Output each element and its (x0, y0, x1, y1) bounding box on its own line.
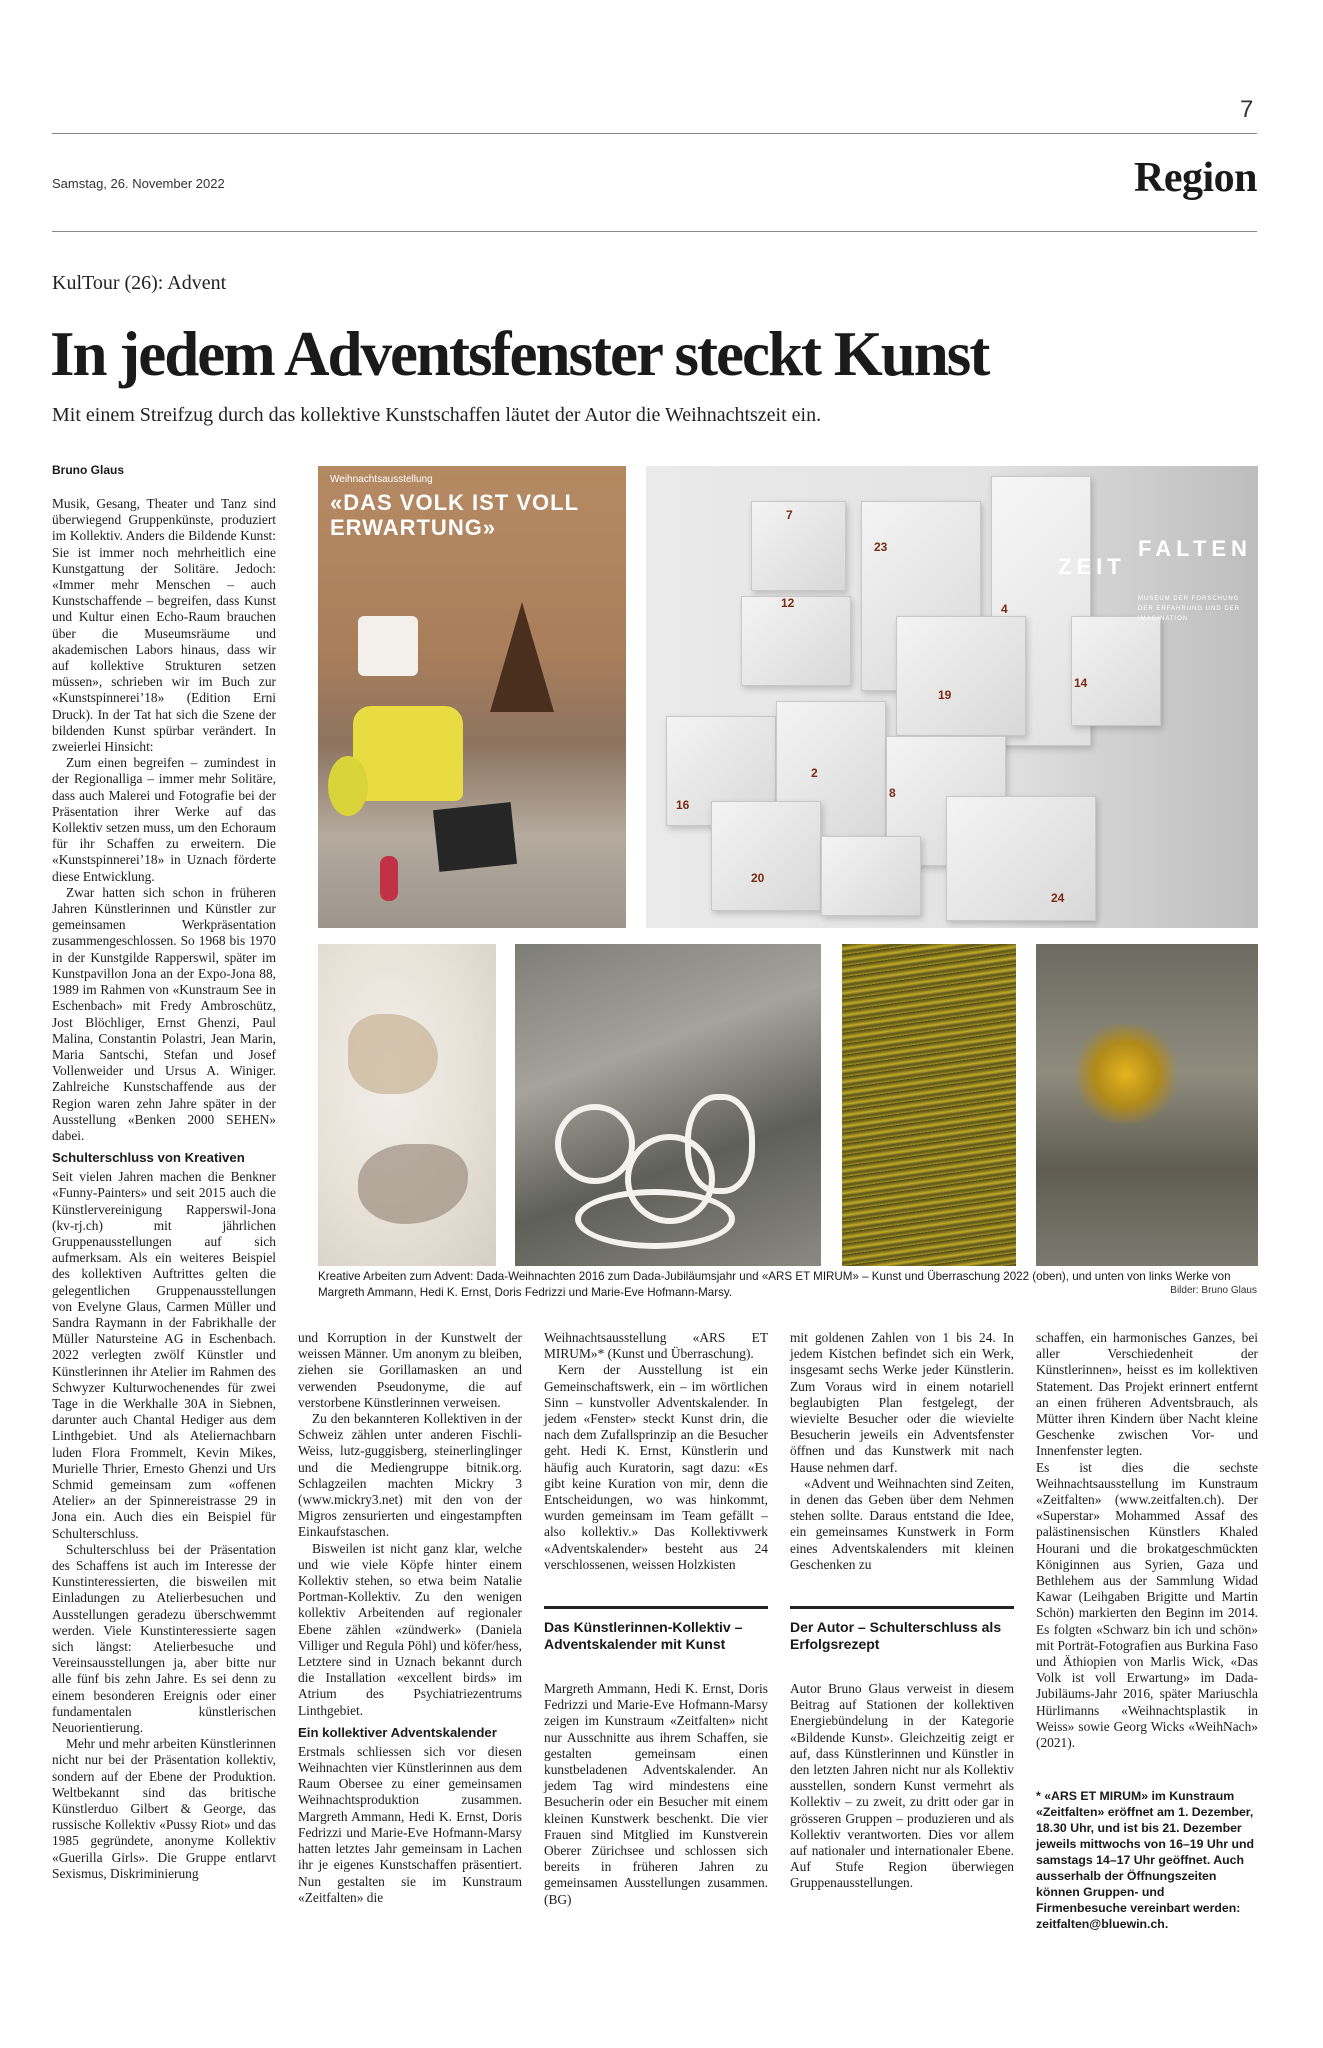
column-5 (1036, 1330, 1258, 1751)
golden-glow-shape (1076, 1024, 1176, 1124)
lead: Mit einem Streifzug durch das kollektive Kunstschaffen läutet der Autor die Weihnachtszeit ein. (52, 404, 822, 426)
paragraph: mit goldenen Zahlen von 1 bis 24. In jedem Kistchen befindet sich ein Werk, insgesamt sechs Werke jeder Künstlerin. Zum Voraus wird in einem notariell beglaubigten Plan festgelegt, der wievielte Besucher oder die wievielte Besucherin jeweils ein Adventsfenster öffnen und das Kunstwerk mit nach Hause nehmen darf. (790, 1330, 1014, 1475)
event-info: * «ARS ET MIRUM» im Kunstraum «Zeitfalten» eröffnet am 1. Dezember, 18.30 Uhr, und ist bis 21. Dezember jeweils mittwochs von 16–19 Uhr und samstags 14–17 Uhr geöffnet. Auch ausserhalb der Öffnungszeiten können Gruppen- und Firmenbesuche vereinbart werden: zeitfalten@bluewin.ch. (1036, 1789, 1254, 1931)
paragraph: Schulterschluss bei der Präsentation des Schaffens ist auch im Interesse der Kunstinteressierten, die bisweilen mit Einladungen zu Atelierbesuchen und Ausstellungen geradezu überschwemmt werden. Viele Kunstinteressierte sagen sich längst: Atelierbesuche und Vereinsausstellungen ja, aber bitte nur alle fünf bis zehn Jahre. Es sei denn zu einem besonderen Ereignis oder einer fundamentalen künstlerischen Neuorientierung. (52, 1541, 276, 1736)
artwork-fedrizzi-image (842, 944, 1016, 1266)
header-rule-top (52, 133, 1257, 134)
shirt-shape (358, 616, 418, 676)
calendar-number: 8 (889, 786, 896, 800)
calendar-number: 12 (781, 596, 795, 610)
info-box-text: Autor Bruno Glaus verweist in diesem Beitrag auf Stationen der kollektiven Energiebündelung in der Kategorie «Bildende Kunst». Gleichzeitig zeigt er auf, dass Künstlerinnen und Künstler in den letzten Jahren nicht nur als Kollektiv ausstellen, sondern Kunst vermehrt als Kollektiv – zu zweit, zu dritt oder gar in grösseren Gruppen – produzieren und als Kollektiv verantworten. Dies vor allem auf nationaler und internationaler Ebene. Auf Stufe Region überwiegen Gruppenausstellungen. (790, 1681, 1014, 1891)
paragraph: Weihnachtsausstellung «ARS ET MIRUM»* (Kunst und Überraschung). (544, 1330, 768, 1362)
section-title: Region (1134, 155, 1257, 201)
info-box-text: Margreth Ammann, Hedi K. Ernst, Doris Fedrizzi und Marie-Eve Hofmann-Marsy zeigen im Kunstraum «Zeitfalten» nicht nur Ausschnitte aus ihrem Schaffen, sie gestalten gemeinsam einen kunstbeladenen Adventskalender. An jedem Tag wird mindestens eine Besucherin oder ein Besucher mit einem kleinen Kunstwerk beschenkt. Die vier Frauen sind Mitglied im Kunstverein Oberer Zürichsee und schlossen sich bereits in früheren Jahren zu gemeinsamen Ausstellungen zusammen. (BG) (544, 1681, 768, 1907)
zeit-title: ZEIT (1058, 554, 1126, 579)
subheading: Ein kollektiver Adventskalender (298, 1724, 497, 1740)
calendar-number: 19 (938, 688, 952, 702)
cube (1071, 616, 1161, 726)
paragraph: Zu den bekannteren Kollektiven in der Schweiz zählen unter anderen Fischli-Weiss, lutz-guggisberg, steinerlinglinger und die Mediengruppe bitnik.org. Schlagzeilen machten Mickry 3 (www.mickry3.net) mit den von der Migros zensurierten und eingestampften Einkaufstaschen. (298, 1411, 522, 1540)
paragraph: und Korruption in der Kunstwelt der weissen Männer. Um anonym zu bleiben, ziehen sie Gorillamasken an und verwenden Pseudonyme, die auf verstorbene Künstlerinnen verweisen. (298, 1330, 522, 1410)
figure-shape (380, 856, 398, 901)
artwork-ammann-image (318, 944, 496, 1266)
artwork-hofmann-marsy-image (1036, 944, 1258, 1266)
cube (751, 501, 846, 591)
column-3 (544, 1330, 768, 1573)
zeitfalten-advent-calendar-image (646, 466, 1258, 928)
column-1 (52, 496, 276, 1882)
paragraph: Mehr und mehr arbeiten Künstlerinnen nicht nur bei der Präsentation kollektiv, sondern auf der Ebene der Produktion. Weltbekannt sind das britische Künstlerduo Gilbert & George, das russische Kollektiv «Pussy Riot» und das 1985 gegründete, anonyme Kollektiv «Guerilla Girls». Die Gruppe entlarvt Sexismus, Diskriminierung (52, 1736, 276, 1881)
calendar-number: 20 (751, 871, 765, 885)
headline: In jedem Adventsfenster steckt Kunst (50, 319, 989, 389)
info-box-title: Das Künstlerinnen-Kollektiv – Adventskalender mit Kunst (544, 1619, 743, 1652)
calendar-number: 24 (1051, 891, 1065, 905)
calendar-number: 7 (786, 508, 793, 522)
subheading: Schulterschluss von Kreativen (52, 1150, 245, 1166)
kicker: KulTour (26): Advent (52, 272, 227, 294)
yellow-object-shape (328, 756, 368, 816)
sign-shape (433, 802, 517, 872)
paragraph: Es ist dies die sechste Weihnachtsausstellung im Kunstraum «Zeitfalten» (www.zeitfalten.ch). Der «Superstar» Mohammed Assaf des palästinensischen Künstlers Khaled Hourani und die brokatgeschmückten Königinnen aus Syrien, Gaza und Bethlehem aus der Sammlung Widad Kawar (Leihgaben Brigitte und Martin Schön) markierten den Beginn im 2014. Es folgten «Schwarz bin ich und schön» mit Porträt-Fotografien aus Burkina Faso und Äthiopien von Marlis Wick, «Das Volk ist voll Erwartung» im Dada-Jubiläums-Jahr 2016, später Mariuschla Hürlimanns «Weihnachtsplastik in Weiss» sowie Georg Wicks «WeihNach» (2021). (1036, 1459, 1258, 1751)
cube (896, 616, 1026, 736)
author: Bruno Glaus (52, 463, 125, 477)
paragraph: Zum einen begreifen – zumindest in der Regionalliga – immer mehr Solitäre, dass auch Malerei und Fotografie bei der Präsentation ihrer Werke auf das Kollektiv setzen muss, um den Echoraum für ihr Schaffen zu erweitern. Die «Kunstspinnerei’18» in Uznach förderte diese Entwicklung. (52, 755, 276, 884)
tree-shape (490, 602, 554, 712)
zeitfalten-subtitle: MUSEUM DER FORSCHUNG DER ERFAHRUNG UND DER IMAGINATION (1138, 596, 1241, 622)
paragraph: Zwar hatten sich schon in früheren Jahren Künstlerinnen und Künstler zur gemeinsamen Werkpräsentation zusammengeschlossen. So 1968 bis 1970 in der Kunstgilde Rapperswil, später im Kunstpavillon Jona an der Expo-Jona 88, 1989 im Rahmen von «Kunstraum See in Eschenbach» mit Fredy Ambroschütz, Jost Blöchliger, Ernst Ghenzi, Paul Malina, Constantin Polastri, Jean Marin, Maria Santschi, Stefan und Josef Vollenweider und Ursus A. Winiger. Zahlreiche Kunstschaffende aus der Region waren zehn Jahre später in der Ausstellung «Benken 2000 SEHEN» dabei. (52, 884, 276, 1143)
paragraph: Kern der Ausstellung ist ein Gemeinschaftswerk, ein – im wörtlichen Sinn – kunstvoller Adventskalender. In jedem «Fenster» steckt Kunst drin, die nach dem Zufallsprinzip an die Besucher geht. Hedi K. Ernst, Künstlerin und häufig auch Kuratorin, sagt dazu: «Es gibt keine Kuration von mir, denn die Entscheidungen, wo was hinkommt, wurden gemeinsam im Team gefällt – also kollektiv.» Das Kollektivwerk «Adventskalender» besteht aus 24 verschlossenen, weissen Holzkisten (544, 1362, 768, 1572)
info-box-kollektiv (544, 1606, 768, 2032)
stain-shape (348, 1014, 438, 1094)
paragraph: Musik, Gesang, Theater und Tanz sind überwiegend Gruppenkünste, produziert im Kollektiv. Anders die Bildende Kunst: Sie ist immer noch mehrheitlich eine Kunstgattung der Solitäre. Jedoch: «Immer mehr Menschen – auch Kunstschaffende – begreifen, dass Kunst und Kultur einen Echo-Raum brauchen über die Museumsräume und akademischen Labors hinaus, dass wir auf kollektive Strukturen setzen müssen», schrieben wir im Buch zur «Kunstspinnerei’18» (Edition Erni Druck). In der Tat hat sich die Szene der bildenden Kunst spürbar verändert. In zweierlei Hinsicht: (52, 496, 276, 755)
info-box-title: Der Autor – Schulterschluss als Erfolgsrezept (790, 1619, 1002, 1652)
falten-title: FALTEN (1138, 536, 1252, 561)
paragraph: schaffen, ein harmonisches Ganzes, bei aller Verschiedenheit der Künstlerinnen», heisst es im kollektiven Statement. Das Projekt erinnert entfernt an einen früheren Adventsbrauch, als Mütter ihren Kindern über Nacht kleine Geschenke zwischen Vor- und Innenfenster legten. (1036, 1330, 1258, 1459)
white-loops-shape (685, 1094, 755, 1194)
column-2 (298, 1330, 522, 1906)
cube (741, 596, 851, 686)
paragraph: Bisweilen ist nicht ganz klar, welche und wie viele Köpfe hinter einem Kollektiv stehen, so etwa beim Natalie Portman-Kollektiv. Zu den wenigen kollektiv Arbeitenden auf regionaler Ebene zählen «zündwerk» (Daniela Villiger und Regula Pöhl) und köfer/hess, Letztere sind in Uznach bekannt durch die Installation «excellent birds» im Atrium des Psychiatriezentrums Linthgebiet. (298, 1540, 522, 1718)
calendar-number: 2 (811, 766, 818, 780)
calendar-number: 16 (676, 798, 690, 812)
info-box-autor (790, 1606, 1014, 2032)
white-loops-shape (555, 1104, 635, 1184)
calendar-number: 14 (1074, 676, 1088, 690)
column-4 (790, 1330, 1014, 1573)
calendar-number: 23 (874, 540, 888, 554)
cube (821, 836, 921, 916)
artwork-ernst-image (515, 944, 821, 1266)
image-caption: Kreative Arbeiten zum Advent: Dada-Weihnachten 2016 zum Dada-Jubiläumsjahr und «ARS ET MIRUM» – Kunst und Überraschung 2022 (oben), und unten von links Werke von Margreth Ammann, Hedi K. Ernst, Doris Fedrizzi und Marie-Eve Hofmann-Marsy. (318, 1270, 1231, 1299)
header-rule-bottom (52, 231, 1257, 232)
poster-title: «DAS VOLK IST VOLL ERWARTUNG» (330, 490, 579, 540)
poster-small-label: Weihnachtsausstellung (330, 474, 433, 485)
paragraph: «Advent und Weihnachten sind Zeiten, in denen das Geben über dem Nehmen stehen sollte. Daraus entstand die Idee, ein gemeinsames Kunstwerk in Form eines Adventskalenders mit kleinen Geschenken zu (790, 1475, 1014, 1572)
calendar-number: 4 (1001, 602, 1008, 616)
white-loops-shape (575, 1189, 735, 1249)
paragraph: Seit vielen Jahren machen die Benkner «Funny-Painters» und seit 2015 auch die Künstlervereinigung Rapperswil-Jona (kv-rj.ch) mit jährlichen Gruppenausstellungen auf sich aufmerksam. Als ein weiteres Beispiel des kollektiven Auftrittes gelten die gelegentlichen Gruppenausstellungen von Evelyne Glaus, Carmen Müller und Sandra Raymann in der Fabrikhalle der Müller Natursteine AG in Eschenbach. 2022 verlegten zwölf Künstler und Künstlerinnen ihr Atelier im Rahmen des Schwyzer Kulturwochenendes für zwei Tage in die Werkhalle 30A in Siebnen, darunter auch Chantal Hediger aus dem Linthgebiet. Und als Ateliernachbarn luden Flora Frommelt, Kevin Mikes, Murielle Thrier, Ernesto Ghenzi und Urs Schmid gemeinsam zum «offenen Atelier» an der Spinnereistrasse 29 in Jona ein. Auch dies ein Beispiel für Schulterschluss. (52, 1169, 276, 1541)
page-number: 7 (1240, 96, 1254, 123)
paragraph: Erstmals schliessen sich vor diesen Weihnachten vier Künstlerinnen aus dem Raum Obersee zu einer gemeinsamen Weihnachtsproduktion zusammen. Margreth Ammann, Hedi K. Ernst, Doris Fedrizzi und Marie-Eve Hofmann-Marsy hatten letztes Jahr gemeinsam in Lachen ihr je eigenes Kunstschaffen präsentiert. Nun gestalten sie im Kunstraum «Zeitfalten» die (298, 1743, 522, 1905)
yellow-chair-shape (353, 706, 463, 801)
issue-date: Samstag, 26. November 2022 (52, 176, 225, 191)
cube (711, 801, 821, 911)
stain-shape (358, 1144, 468, 1224)
image-credit: Bilder: Bruno Glaus (1170, 1285, 1257, 1296)
poster-das-volk-image (318, 466, 626, 928)
cube (946, 796, 1096, 921)
